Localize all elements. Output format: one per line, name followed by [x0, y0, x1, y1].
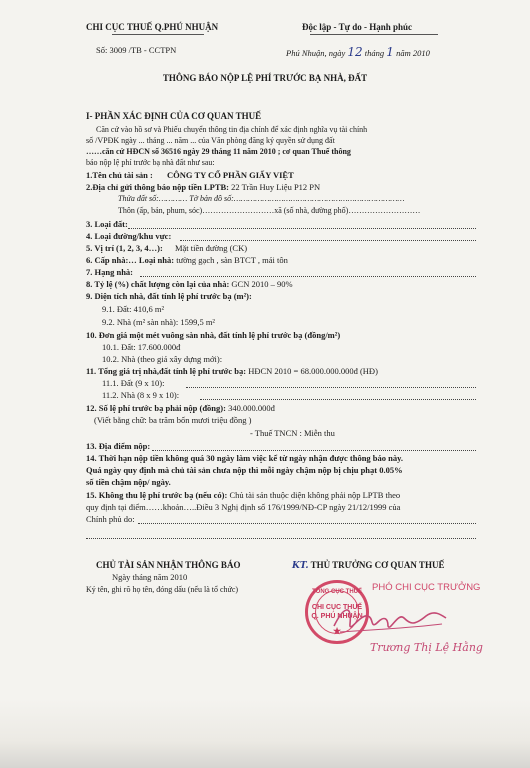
document-title: THÔNG BÁO NỘP LỆ PHÍ TRƯỚC BẠ NHÀ, ĐẤT [162, 73, 368, 83]
item-5 [86, 243, 247, 253]
item-12-label: 12. Số lệ phí trước bạ phải nộp (đồng): [86, 403, 226, 413]
authority-title-text: THỦ TRƯỞNG CƠ QUAN THUẾ [310, 560, 445, 570]
agency-name: CHI CỤC THUẾ Q.PHÚ NHUẬN [86, 22, 219, 32]
house-type-value: tường gạch , sàn BTCT , mái tôn [176, 255, 288, 265]
item-13-label: 13. Địa điểm nộp: [86, 441, 151, 451]
item-5-label: 5. Vị trí (1, 2, 3, 4…): [86, 243, 163, 253]
date-month-label: tháng [364, 48, 385, 58]
owner-signature-date: Ngày tháng năm 2010 [112, 572, 188, 582]
motto: Độc lập - Tự do - Hạnh phúc [302, 22, 413, 32]
motto-underline [310, 34, 438, 35]
fee-amount: 340.000.000đ [228, 403, 275, 413]
intro-line-4: báo nộp lệ phí trước bạ nhà đất như sau: [86, 158, 215, 167]
map-sheet-label: Tờ bản đồ số:……………………………………………………………… [189, 194, 405, 203]
intro-line-1: Căn cứ vào hồ sơ và Phiếu chuyển thông tin địa chính để xác định nghĩa vụ tài chính [96, 125, 368, 134]
item-6 [86, 255, 288, 265]
item-14-line-1: 14. Thời hạn nộp tiền không quá 30 ngày làm việc kể từ ngày nhận được thông báo này. [86, 453, 404, 463]
item-11-label: 11. Tổng giá trị nhà,đất tính lệ phí trước bạ: [86, 366, 247, 376]
item-15-line-3: Chính phủ do: [86, 514, 135, 524]
item-8 [86, 279, 293, 289]
issue-date [286, 45, 430, 59]
intro-line-3: ……căn cứ HĐCN số 36516 ngày 29 tháng 11 năm 2010 ; cơ quan Thuế thông [86, 147, 351, 156]
item-15 [86, 490, 400, 500]
exemption-text: Chủ tài sản thuộc diện không phải nộp LPTB theo [229, 490, 401, 500]
house-value: 11.2. Nhà (8 x 9 x 10): [102, 390, 180, 400]
item-15-dots-2 [86, 538, 476, 539]
item-7-dots [140, 276, 476, 277]
item-10-label: 10. Đơn giá một mét vuông sàn nhà, đất tính lệ phí trước bạ (đồng/m²) [86, 330, 341, 340]
item-1-label: 1.Tên chủ tài sản : [86, 170, 153, 180]
item-1 [86, 170, 294, 180]
hamlet-line: Thôn (ấp, bản, phum, sóc)………………………xã (số nhà, đường phố)……………………… [118, 206, 421, 215]
position-value: Mặt tiền đường (CK) [174, 243, 248, 253]
land-value-dots [186, 387, 476, 388]
authority-signature-title [292, 560, 444, 571]
item-2-label: 2.Địa chỉ gửi thông báo nộp tiền LPTB: [86, 182, 230, 192]
scan-bottom-shadow [0, 700, 530, 768]
signer-name: Trương Thị Lệ Hằng [370, 641, 483, 654]
parcel-number-label: Thửa đất số:………… [118, 194, 188, 203]
pit-note: - Thuế TNCN : Miễn thu [250, 428, 335, 438]
item-11 [86, 366, 378, 376]
intro-line-2: số /VPĐK ngày ... tháng ... năm ... của Văn phòng đăng ký quyền sử dụng đất [86, 136, 335, 145]
item-13-dots [152, 450, 476, 451]
item-2 [86, 182, 320, 192]
stamp-top-text: TỔNG CỤC THUẾ [312, 589, 362, 595]
kt-prefix: KT. [292, 561, 309, 571]
land-area: 9.1. Đất: 410,6 m² [102, 304, 165, 314]
item-6-label: 6. Cấp nhà:… Loại nhà: [86, 255, 175, 265]
house-value-dots [200, 399, 476, 400]
item-7-label: 7. Hạng nhà: [86, 267, 133, 277]
owner-address: 22 Trần Huy Liệu P12 PN [231, 182, 321, 192]
item-9-label: 9. Diện tích nhà, đất tính lệ phí trước bạ (m²): [86, 291, 252, 301]
fee-in-words: (Viết bằng chữ: ba trăm bốn mươi triệu đồng ) [94, 415, 252, 425]
handwritten-signature [330, 596, 450, 640]
date-day: 12 [347, 45, 363, 59]
stamp-star-icon: ★ [332, 626, 342, 636]
agency-underline [112, 34, 204, 35]
date-prefix: Phú Nhuận, ngày [286, 48, 346, 58]
item-8-label: 8. Tỷ lệ (%) chất lượng còn lại của nhà: [86, 279, 230, 289]
date-year: năm 2010 [396, 48, 430, 58]
section-heading: I- PHẦN XÁC ĐỊNH CỦA CƠ QUAN THUẾ [86, 111, 262, 121]
deputy-title: PHÓ CHI CỤC TRƯỞNG [372, 582, 481, 593]
item-3-label: 3. Loại đất: [86, 219, 128, 229]
item-4-dots [180, 240, 476, 241]
item-3-dots [128, 228, 476, 229]
land-unit-price: 10.1. Đất: 17.600.000đ [102, 342, 181, 352]
parcel-number [118, 194, 404, 203]
total-value: HĐCN 2010 = 68.000.000.000đ (HĐ) [248, 366, 378, 376]
house-area: 9.2. Nhà (m² sàn nhà): 1599,5 m² [102, 317, 215, 327]
date-month: 1 [386, 45, 394, 59]
item-15-line-2: quy định tại điểm……khoản…..Điều 3 Nghị định số 176/1999/NĐ-CP ngày 21/12/1999 của [86, 502, 401, 512]
doc-number: Số: 3009 /TB - CCTPN [96, 45, 177, 55]
item-14-line-2: Quá ngày quy định mà chủ tài sản chưa nộp thì mỗi ngày chậm nộp bị chịu phạt 0.05% [86, 465, 403, 475]
item-15-label: 15. Không thu lệ phí trước bạ (nếu có): [86, 490, 228, 500]
item-4-label: 4. Loại đường/khu vực: [86, 231, 172, 241]
stamp-mid-text-2: Q. PHÚ NHUẬN [311, 613, 363, 620]
item-15-dots-1 [138, 523, 476, 524]
stamp-mid-text-1: CHI CỤC THUẾ [311, 604, 363, 611]
land-value: 11.1. Đất (9 x 10): [102, 378, 165, 388]
quality-value: GCN 2010 – 90% [231, 279, 293, 289]
item-14-line-3: số tiền chậm nộp/ ngày. [86, 477, 171, 487]
house-unit-price: 10.2. Nhà (theo giá xây dựng mới): [102, 354, 223, 364]
owner-signature-title: CHỦ TÀI SẢN NHẬN THÔNG BÁO [96, 560, 241, 570]
owner-name: CÔNG TY CỔ PHẦN GIẤY VIỆT [166, 170, 294, 180]
owner-signature-note: Ký tên, ghi rõ họ tên, đóng dấu (nếu là tổ chức) [86, 585, 239, 594]
item-12 [86, 403, 275, 413]
